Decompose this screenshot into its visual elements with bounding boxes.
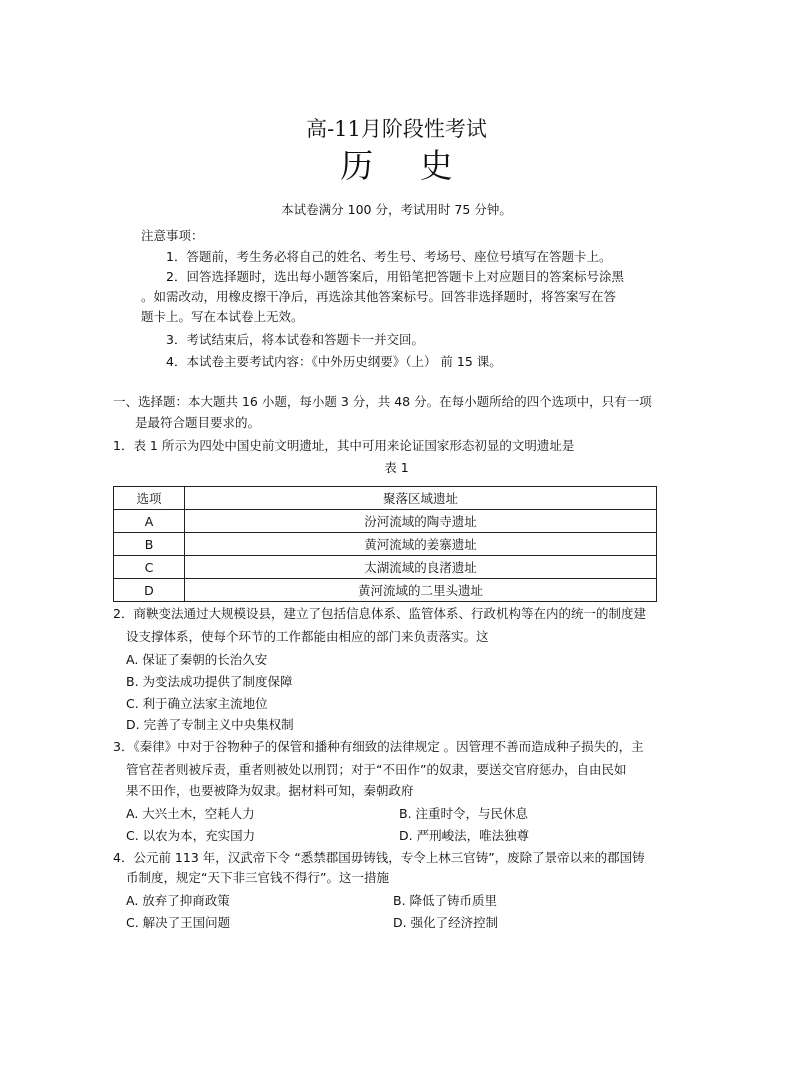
table-cell-site: 黄河流域的姜寨遗址 — [185, 533, 657, 556]
q4-option-b: B. 降低了铸币质里 — [393, 893, 498, 908]
notice-item-2-line-2: 。如需改动，用橡皮擦干净后，再选涂其他答案标号。回答非选择题时，将答案写在答 — [141, 289, 617, 304]
q3-option-b: B. 注重时令，与民休息 — [399, 806, 529, 821]
table-cell-site: 黄河流域的二里头遗址 — [185, 579, 657, 602]
notice-item-1: 1．答题前，考生务必将自己的姓名、考生号、考场号、座位号填写在答题卡上。 — [166, 249, 612, 264]
table-header-cell: 聚落区域遗址 — [185, 487, 657, 510]
q3-stem-line-1: 3．《秦律》中对于谷物种子的保管和播种有细致的法律规定 。因管理不善而造成种子损失的，主 — [113, 739, 644, 754]
q1-stem: 1．表 1 所示为四处中国史前文明遗址，其中可用来论证国家形态初显的文明遗址是 — [113, 438, 575, 453]
notice-item-4: 4．本试卷主要考试内容：《中外历史纲要》（上） 前 15 课。 — [166, 354, 502, 369]
q2-stem-line-2: 设支撑体系，使每个环节的工作都能由相应的部门来负责落实。这 — [126, 629, 489, 644]
notice-item-3: 3．考试结束后，将本试卷和答题卡一并交回。 — [166, 332, 424, 347]
q3-stem-line-2: 管官茬者则被斥责，重者则被处以刑罚；对于“不田作”的奴隶，要送交官府惩办，自由民如 — [126, 762, 627, 777]
exam-title: 高-11月阶段性考试 — [306, 117, 487, 141]
table-row — [114, 579, 657, 602]
q3-option-c: C. 以农为本，充实国力 — [126, 828, 256, 843]
exam-subtitle: 本试卷满分 100 分，考试用时 75 分钟。 — [281, 202, 512, 217]
notice-item-2-line-1: 2．回答选择题时，选出每小题答案后，用铅笔把答题卡上对应题目的答案标号涂黑 — [166, 269, 624, 284]
table-header-cell: 选项 — [114, 487, 185, 510]
table-cell-site: 汾河流域的陶寺遗址 — [185, 510, 657, 533]
table-cell-site: 太湖流域的良渚遗址 — [185, 556, 657, 579]
q4-stem-line-1: 4．公元前 113 年，汉武帝下令 “悉禁郡国毋铸钱，专令上林三官铸”，废除了景帝以来的郡国铸 — [113, 850, 645, 865]
table-cell-option: B — [114, 533, 185, 556]
table-caption: 表 1 — [384, 460, 409, 475]
q2-option-b: B. 为变法成功提供了制度保障 — [126, 674, 293, 689]
table-row — [114, 556, 657, 579]
notice-item-2-line-3: 题卡上。写在本试卷上无效。 — [141, 309, 304, 324]
q3-option-d: D. 严刑峻法，唯法独尊 — [399, 828, 530, 843]
table-header-row — [114, 487, 657, 510]
table-cell-option: A — [114, 510, 185, 533]
subject-title: 历 史 — [340, 146, 471, 185]
q2-option-a: A. 保证了秦朝的长治久安 — [126, 652, 268, 667]
section-instruction-line-1: 一、选择题：本大题共 16 小题，每小题 3 分，共 48 分。在每小题所给的四个选项中，只有一项 — [113, 394, 652, 409]
q4-stem-line-2: 币制度，规定“天下非三官钱不得行”。这一措施 — [126, 870, 389, 885]
q3-stem-line-3: 果不田作，也要被降为奴隶。据材料可知，秦朝政府 — [126, 783, 414, 798]
table-row — [114, 510, 657, 533]
sites-table — [113, 486, 657, 602]
q4-option-c: C. 解决了王国问题 — [126, 915, 231, 930]
q2-stem-line-1: 2．商鞅变法通过大规模设县，建立了包括信息体系、监管体系、行政机构等在内的统一的制度建 — [113, 606, 646, 621]
q4-option-a: A. 放弃了抑商政策 — [126, 893, 230, 908]
table-row — [114, 533, 657, 556]
q2-option-c: C. 利于确立法家主流地位 — [126, 696, 268, 711]
section-instruction-line-2: 是最符合题目要求的。 — [135, 415, 261, 430]
table-cell-option: C — [114, 556, 185, 579]
notice-heading: 注意事项： — [141, 228, 204, 243]
table-cell-option: D — [114, 579, 185, 602]
q4-option-d: D. 强化了经济控制 — [393, 915, 499, 930]
q3-option-a: A. 大兴土木，空耗人力 — [126, 806, 255, 821]
q2-option-d: D. 完善了专制主义中央集权制 — [126, 717, 294, 732]
